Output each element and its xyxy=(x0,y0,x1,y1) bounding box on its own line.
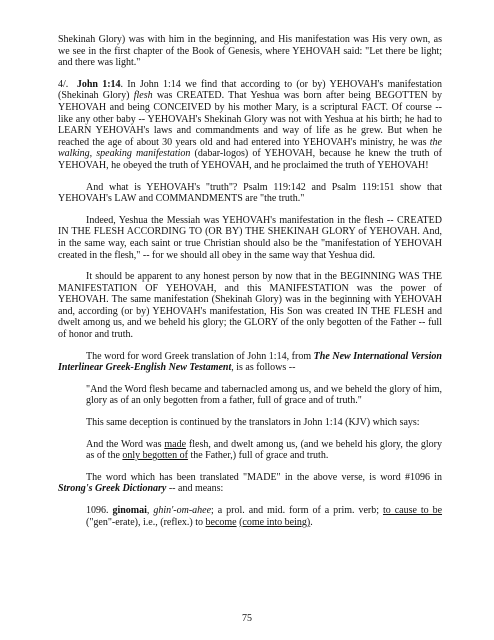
paragraph-john-1-14: 4/. John 1:14. In John 1:14 we find that according to (or by) YEHOVAH's manifestation (Shekinah Glory) flesh was CREATED. That Yeshua was born after being BEGOTTEN by YEHOVAH and being CONCEIVED by his mother Mary, is a scriptural FACT. Of course -- like any other baby -- YEHOVAH's Shekinah Glory was not with Yeshua at his birth; he had to LEARN YEHOVAH's laws and commandments and way of life as he grew. But when he reached the age of about 30 years old and had entered into YEHOVAH's ministry, he was the walking, speaking manifestation (dabar-logos) of YEHOVAH, because he knew the truth of YEHOVAH, he obeyed the truth of YEHOVAH, and he proclaimed the truth of YEHOVAH! xyxy=(58,78,443,171)
dictionary-title: Strong's Greek Dictionary xyxy=(58,483,167,495)
paragraph-continuation: Shekinah Glory) was with him in the beginning, and His manifestation was His very own, as we see in the first chapter of the Book of Genesis, where YEHOVAH said: "Let there be light; and there was light." xyxy=(58,34,442,69)
section-number: 4/. xyxy=(58,78,69,90)
emphasis-flesh: flesh xyxy=(133,90,153,102)
quote-interlinear: "And the Word flesh became and tabernacled among us, and we beheld the glory of him, glory as of an only begotten from a father, full of grace and of truth." xyxy=(86,383,442,407)
page-number: 75 xyxy=(242,613,252,624)
book-title: The New International Version Interlinear Greek-English New Testament xyxy=(58,350,442,374)
paragraph-manifestation-flesh: Indeed, Yeshua the Messiah was YEHOVAH's manifestation in the flesh -- CREATED IN THE FLESH ACCORDING TO (OR BY) THE SHEKINAH GLORY of YEHOVAH. And, in the same way, each saint or true Christian should also be the "manifestation of YEHOVAH created in the flesh," -- for we should all obey in the same way that Yeshua did. xyxy=(58,214,442,261)
paragraph-deception: This same deception is continued by the translators in John 1:14 (KJV) which says: xyxy=(86,417,420,429)
emphasis-walking: the walking, speaking manifestation xyxy=(58,136,442,160)
pronunciation: ghin'-om-ahee xyxy=(153,505,212,516)
paragraph-truth: And what is YEHOVAH's "truth"? Psalm 119:142 and Psalm 119:151 show that YEHOVAH's LAW and COMMANDMENTS are "the truth." xyxy=(58,181,442,205)
paragraph-strongs: The word which has been translated "MADE" in the above verse, is word #1096 in Strong's Greek Dictionary -- and means: xyxy=(58,471,442,495)
quote-strongs-entry: 1096. ginomai, ghin'-om-ahee; a prol. and mid. form of a prim. verb; to cause to be ("gen"-erate), i.e., (reflex.) to become (come into being). xyxy=(86,505,443,528)
page-body xyxy=(58,34,442,538)
paragraph-translation-intro: The word for word Greek translation of John 1:14, from The New International Version Interlinear Greek-English New Testament, is as follows -- xyxy=(58,350,442,374)
greek-word: ginomai xyxy=(112,505,147,516)
scripture-ref: John 1:14 xyxy=(76,78,121,90)
quote-kjv: And the Word was made flesh, and dwelt among us, (and we beheld his glory, the glory as of the only begotten of the Father,) full of grace and truth. xyxy=(86,438,442,462)
paragraph-beginning: It should be apparent to any honest person by now that in the BEGINNING WAS THE MANIFESTATION OF YEHOVAH, and this MANIFESTATION was the power of YEHOVAH. The same manifestation (Shekinah Glory) was in the beginning with YEHOVAH and, according (or by) YEHOVAH's manifestation, His Son was created IN THE FLESH and dwelt among us, and we beheld his glory; the GLORY of the only begotten of the Father -- full of honor and truth. xyxy=(58,271,442,341)
